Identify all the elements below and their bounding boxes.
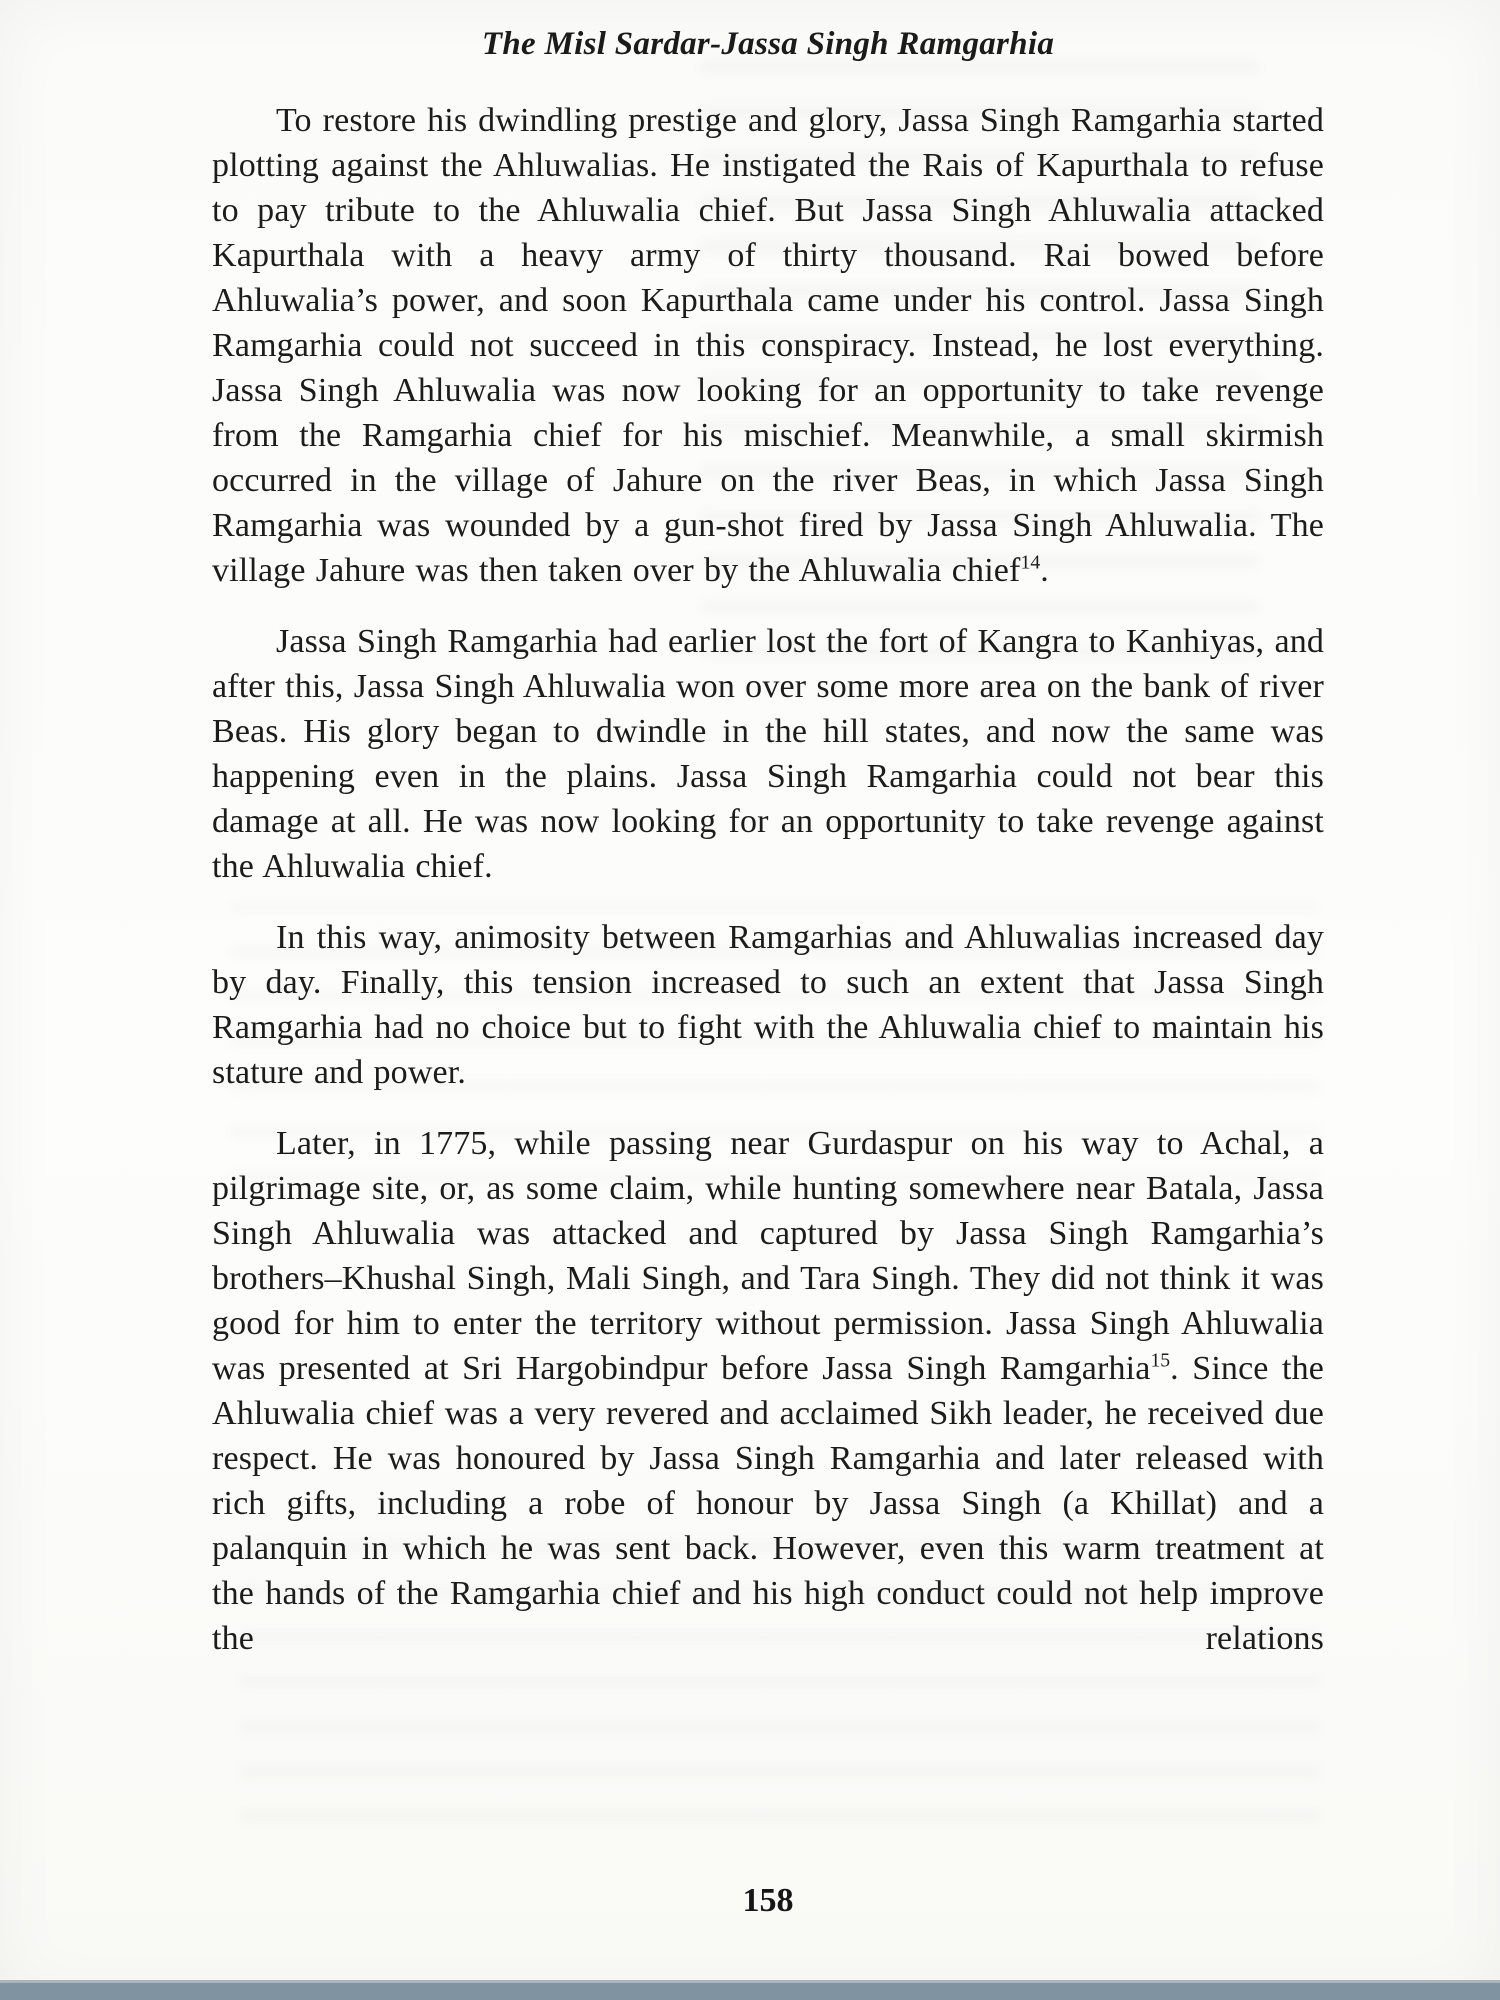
paragraph-text: Later, in 1775, while passing near Gurdaspur on his way to Achal, a pilgrimage site, or, as some claim, while hunting somewhere near Batala, Jassa Singh Ahluwalia was attacked and captured by Jassa Singh Ramgarhia’s brothers–Khushal Singh, Mali Singh, and Tara Singh. They did not think it was good for him to enter the territory without permission. Jassa Singh Ahluwalia was presented at Sri Hargobindpur before Jassa Singh Ramgarhia xyxy=(212,1125,1324,1387)
paragraph xyxy=(212,1121,1324,1661)
body-text xyxy=(212,98,1324,1661)
page-number: 158 xyxy=(742,1882,794,1919)
paragraph xyxy=(212,915,1324,1095)
paragraph xyxy=(212,619,1324,889)
paragraph-text: To restore his dwindling prestige and glory, Jassa Singh Ramgarhia started plotting against the Ahluwalias. He instigated the Rais of Kapurthala to refuse to pay tribute to the Ahluwalia chief. But Jassa Singh Ahluwalia attacked Kapurthala with a heavy army of thirty thousand. Rai bowed before Ahluwalia’s power, and soon Kapurthala came under his control. Jassa Singh Ramgarhia could not succeed in this conspiracy. Instead, he lost everything. Jassa Singh Ahluwalia was now looking for an opportunity to take revenge from the Ramgarhia chief for his mischief. Meanwhile, a small skirmish occurred in the village of Jahure on the river Beas, in which Jassa Singh Ramgarhia was wounded by a gun-shot fired by Jassa Singh Ahluwalia. The village Jahure was then taken over by the Ahluwalia chief xyxy=(212,102,1324,589)
paragraph-text: . xyxy=(1040,552,1049,589)
paragraph-text: Jassa Singh Ramgarhia had earlier lost the fort of Kangra to Kanhiyas, and after this, Jassa Singh Ahluwalia won over some more area on the bank of river Beas. His glory began to dwindle in the hill states, and now the same was happening even in the plains. Jassa Singh Ramgarhia could not bear this damage at all. He was now looking for an opportunity to take revenge against the Ahluwalia chief. xyxy=(212,623,1324,885)
paragraph-text: In this way, animosity between Ramgarhias and Ahluwalias increased day by day. Finally, this tension increased to such an extent that Jassa Singh Ramgarhia had no choice but to fight with the Ahluwalia chief to maintain his stature and power. xyxy=(212,919,1324,1091)
running-header-title: The Misl Sardar-Jassa Singh Ramgarhia xyxy=(481,26,1055,62)
scan-edge-artifact xyxy=(0,1980,1500,2000)
footnote-marker: 15 xyxy=(1150,1349,1171,1372)
footnote-marker: 14 xyxy=(1020,551,1041,574)
paragraph-text: . Since the Ahluwalia chief was a very revered and acclaimed Sikh leader, he received due respect. He was honoured by Jassa Singh Ramgarhia and later released with rich gifts, including a robe of honour by Jassa Singh (a Khillat) and a palanquin in which he was sent back. However, even this warm treatment at the hands of the Ramgarhia chief and his high conduct could not help improve the relations xyxy=(212,1350,1324,1657)
paragraph xyxy=(212,98,1324,593)
